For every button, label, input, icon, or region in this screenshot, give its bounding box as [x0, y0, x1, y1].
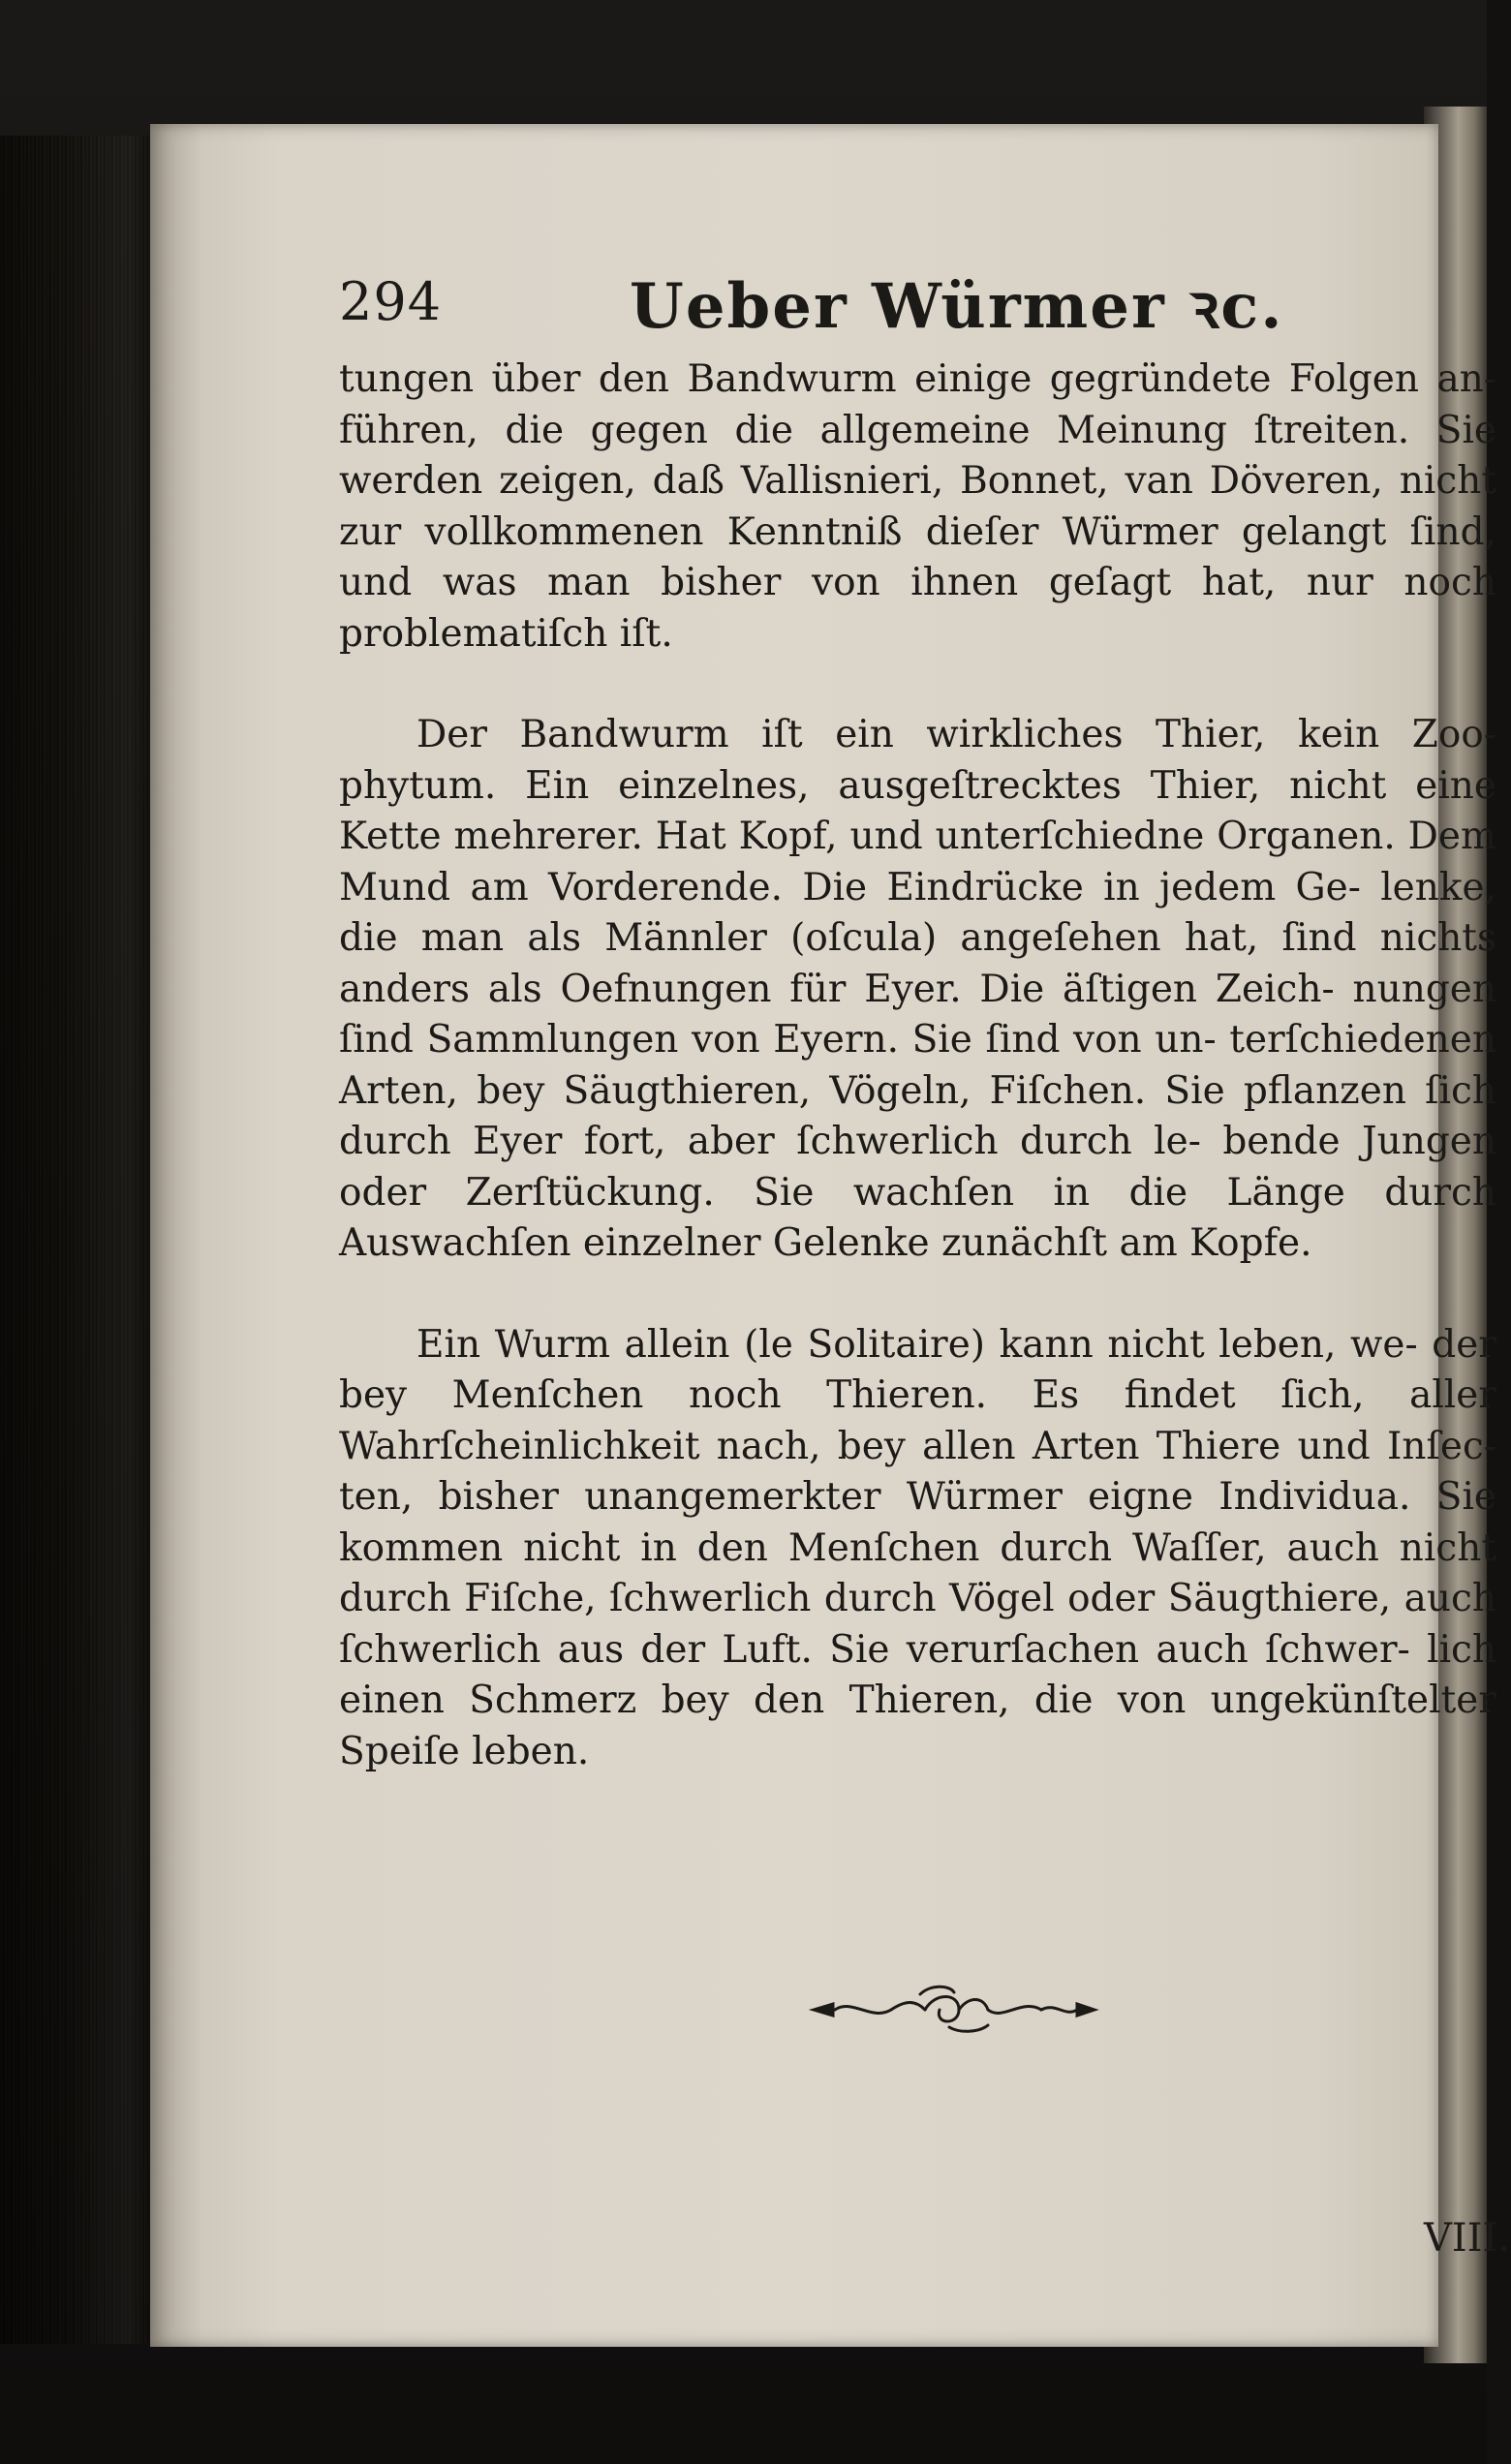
catchword: VIII.: [1424, 2216, 1511, 2261]
running-title: Ueber Würmer ꝛc.: [630, 270, 1284, 343]
page-content: [339, 124, 1511, 2347]
book-page-edges: [0, 136, 162, 2344]
ornament-svg: [804, 1979, 1104, 2037]
paragraph-2: Der Bandwurm iſt ein wirkliches Thier, kein Zoo- phytum. Ein einzelnes, ausgeſtrecktes Thier, nicht eine Kette mehrerer. Hat Kopf, und unterſchiedne Organen. Dem Mund am Vorderende. Die Eindrücke in jedem Ge- lenke, die man als Männler (oſcula) angeſehen hat, ſind nichts anders als Oefnungen für Eyer. Die äſtigen Zeich- nungen ſind Sammlungen von Eyern. Sie ſind von un- terſchiedenen Arten, bey Säugthieren, Vögeln, Fiſchen. Sie pflanzen ſich durch Eyer fort, aber ſchwerlich durch le- bende Jungen oder Zerſtückung. Sie wachſen in die Länge durch Auswachſen einzelner Gelenke zunächſt am Kopfe.: [339, 713, 1496, 1265]
paragraph-1: tungen über den Bandwurm einige gegründete Folgen an- führen, die gegen die allgemeine Meinung ſtreiten. Sie werden zeigen, daß Vallisnieri, Bonnet, van Döveren, nicht zur vollkommenen Kenntniß dieſer Würmer gelangt ſind, und was man bisher von ihnen geſagt hat, nur noch problematiſch iſt.: [339, 357, 1496, 656]
paragraph-3: Ein Wurm allein (le Solitaire) kann nicht leben, we- der bey Menſchen noch Thieren. Es findet ſich, aller Wahrſcheinlichkeit nach, bey allen Arten Thiere und Inſec- ten, bisher unangemerkter Würmer eigne Individua. Sie kommen nicht in den Menſchen durch Waſſer, auch nicht durch Fiſche, ſchwerlich durch Vögel oder Säugthiere, auch ſchwerlich aus der Luft. Sie verurſachen auch ſchwer- lich einen Schmerz bey den Thieren, die von ungekünſtelter Speiſe leben.: [339, 1322, 1496, 1773]
book-page: [150, 124, 1511, 2347]
body-text: [339, 354, 1496, 1777]
page-number: 294: [339, 271, 443, 332]
running-head: [339, 262, 1511, 349]
decorative-flourish-icon: [804, 1979, 1104, 2037]
